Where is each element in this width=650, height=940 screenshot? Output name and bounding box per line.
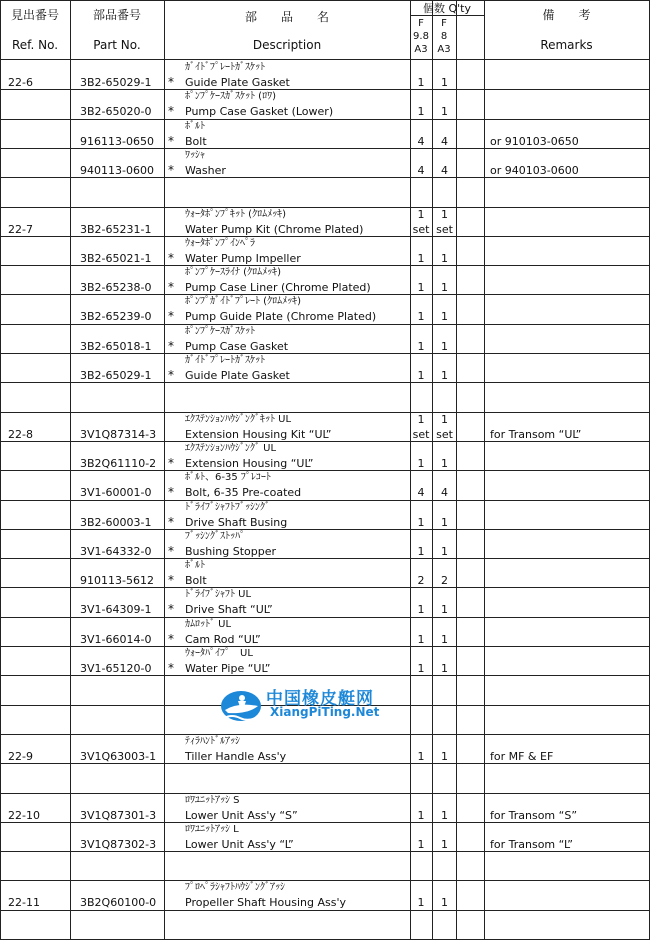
part-number: 3B2-60003-1: [80, 515, 152, 529]
remarks-header-ja: 備 考: [542, 8, 591, 22]
asterisk-marker: *: [168, 162, 174, 177]
description-ja: ﾛﾜﾕﾆｯﾄｱｯｼ L: [185, 823, 239, 835]
qty-col1: 1: [417, 837, 425, 851]
row-divider: [0, 207, 650, 208]
qty-col1: 1: [417, 105, 425, 119]
description-ja: ｶﾑﾛｯﾄﾞ UL: [185, 618, 232, 630]
qty-col2: 1: [441, 632, 448, 646]
description-en: Washer: [185, 163, 226, 177]
asterisk-marker: *: [168, 661, 174, 675]
part-number: 3V1-60001-0: [80, 486, 152, 500]
row-divider: [0, 617, 650, 618]
qty-col1: 2: [417, 574, 425, 588]
description-en: Water Pipe “UL”: [185, 662, 271, 675]
description-ja: ﾎﾞﾙﾄ: [185, 120, 205, 132]
qty-col2: 1: [441, 837, 448, 851]
ref-number: 22-11: [8, 896, 40, 910]
row-divider: [0, 851, 650, 852]
description-ja: ﾎﾟﾝﾌﾟｹｰｽﾗｲﾅ (ｸﾛﾑﾒｯｷ): [185, 267, 281, 279]
row-divider: [0, 382, 650, 383]
description-ja: ﾃｨﾗﾊﾝﾄﾞﾙｱｯｼ: [185, 735, 240, 747]
qty-col2: 1: [441, 281, 448, 295]
qty-col1: 1: [417, 662, 425, 675]
description-en: Pump Case Liner (Chrome Plated): [185, 281, 371, 295]
qty-col2: 1: [441, 515, 448, 529]
part-number: 3B2-65231-1: [80, 222, 152, 236]
description-en: Cam Rod “UL”: [185, 632, 261, 646]
row-divider: [0, 587, 650, 588]
qty-col2: 1: [441, 456, 448, 470]
qty-col2: 4: [441, 486, 448, 500]
watermark-en-text: XiangPiTing.Net: [270, 705, 380, 719]
row-divider: [0, 529, 650, 530]
description-en: Water Pump Kit (Chrome Plated): [185, 222, 364, 236]
row-divider: [0, 763, 650, 764]
description-ja: ﾜｯｼｬ: [185, 149, 205, 161]
row-divider: [0, 119, 650, 120]
desc-header-ja: 部 品 名: [244, 10, 329, 24]
watermark-cn-text: 中国橡皮艇网: [266, 689, 374, 709]
part-number: 3B2Q61110-2: [80, 456, 157, 470]
qty-col2: 1: [441, 339, 448, 353]
qty-col1: 1: [417, 281, 425, 295]
header-bottom-line: [0, 59, 650, 60]
asterisk-marker: *: [168, 250, 174, 265]
ref-number: 22-10: [8, 808, 40, 822]
qty-col1-line2: 9.8: [413, 31, 429, 42]
asterisk-marker: *: [168, 368, 174, 382]
row-divider: [0, 89, 650, 90]
description-ja: ｴｸｽﾃﾝｼｮﾝﾊｳｼﾞﾝｸﾞｷｯﾄ UL: [185, 413, 292, 425]
part-number: 3B2-65239-0: [80, 310, 152, 324]
qty-col1: 1: [417, 251, 425, 265]
asterisk-marker: *: [168, 75, 174, 89]
row-divider: [0, 148, 650, 149]
row-divider: [0, 412, 650, 413]
ref-number: 22-9: [8, 749, 33, 763]
asterisk-marker: *: [168, 543, 174, 558]
asterisk-marker: *: [168, 133, 174, 148]
header-top-line: [0, 0, 650, 1]
qty-col2-unit: set: [436, 222, 453, 236]
description-en: Tiller Handle Ass'y: [185, 749, 287, 763]
description-en: Bolt: [185, 134, 207, 148]
ref-number: 22-6: [8, 76, 33, 89]
part-number: 910113-5612: [80, 574, 154, 588]
qty-col1: 1: [417, 207, 425, 221]
part-number: 3V1-65120-0: [80, 662, 152, 675]
qty-col2: 1: [441, 896, 448, 910]
asterisk-marker: *: [168, 280, 174, 295]
asterisk-marker: *: [168, 455, 174, 470]
part-number: 3V1Q87301-3: [80, 808, 157, 822]
description-ja: ｳｫｰﾀﾊﾟｲﾌﾟ UL: [185, 648, 253, 659]
qty-col2-line2: 8: [440, 31, 448, 42]
qty-col1: 1: [417, 749, 425, 763]
description-ja: ｴｸｽﾃﾝｼｮﾝﾊｳｼﾞﾝｸﾞ UL: [185, 442, 277, 454]
description-ja: ﾎﾞﾙﾄ: [185, 560, 205, 572]
part-number: 3V1-64332-0: [80, 544, 152, 558]
desc-header-en: Description: [252, 38, 322, 52]
description-en: Extension Housing “UL”: [185, 456, 314, 470]
part-number: 3V1-66014-0: [80, 632, 152, 646]
qty-col2: 1: [441, 251, 448, 265]
description-ja: ﾎﾟﾝﾌﾟｶﾞｲﾄﾞﾌﾟﾚｰﾄ (ｸﾛﾑﾒｯｷ): [185, 296, 301, 308]
description-en: Drive Shaft Busing: [185, 515, 288, 529]
description-ja: ｶﾞｲﾄﾞﾌﾟﾚｰﾄｶﾞｽｹｯﾄ: [185, 355, 265, 366]
asterisk-marker: *: [168, 573, 174, 588]
qty-col2: 1: [441, 808, 448, 822]
row-divider: [0, 793, 650, 794]
part-header-ja: 部品番号: [92, 8, 141, 22]
description-en: Guide Plate Gasket: [185, 76, 290, 89]
asterisk-marker: *: [168, 309, 174, 324]
description-en: Guide Plate Gasket: [185, 369, 290, 382]
qty-col2: 1: [441, 749, 448, 763]
part-number: 3B2-65029-1: [80, 76, 152, 89]
description-ja: ﾎﾞﾙﾄ、6-35 ﾌﾟﾚｺｰﾄ: [185, 472, 271, 484]
part-number: 3B2-65029-1: [80, 369, 152, 382]
qty-col2: 4: [441, 134, 448, 148]
qty-col2-line1: F: [441, 18, 447, 29]
description-en: Propeller Shaft Housing Ass'y: [185, 896, 347, 910]
part-number: 940113-0600: [80, 163, 154, 177]
qty-col1: 1: [417, 544, 425, 558]
asterisk-marker: *: [168, 514, 174, 529]
part-number: 3B2-65018-1: [80, 339, 152, 353]
qty-col1: 4: [417, 486, 425, 500]
qty-col1: 1: [417, 603, 425, 617]
remarks: for Transom “L”: [490, 837, 573, 851]
qty-col2: 1: [441, 105, 448, 119]
qty-header: 個数 Q'ty: [422, 2, 471, 15]
asterisk-marker: *: [168, 631, 174, 646]
part-number: 3B2-65238-0: [80, 281, 152, 295]
part-number: 3B2-65020-0: [80, 105, 152, 119]
row-divider: [0, 880, 650, 881]
qty-col1: 4: [417, 163, 425, 177]
qty-col1: 1: [417, 632, 425, 646]
description-ja: ﾄﾞﾗｲﾌﾞｼｬﾌﾄ UL: [185, 589, 252, 601]
asterisk-marker: *: [168, 338, 174, 353]
part-number: 3V1Q63003-1: [80, 749, 157, 763]
row-divider: [0, 177, 650, 178]
row-divider: [0, 558, 650, 559]
row-divider: [0, 353, 650, 354]
part-header-en: Part No.: [93, 38, 141, 52]
remarks: for Transom “UL”: [490, 427, 582, 441]
qty-col1: 1: [417, 456, 425, 470]
description-ja: ﾄﾞﾗｲﾌﾞｼｬﾌﾄﾌﾞｯｼﾝｸﾞ: [185, 501, 270, 513]
description-ja: ﾌﾞｯｼﾝｸﾞｽﾄｯﾊﾟ: [185, 530, 245, 542]
qty-col2: 4: [441, 163, 448, 177]
remarks: or 940103-0600: [490, 163, 579, 177]
qty-col2: 2: [441, 574, 448, 588]
qty-col1: 4: [417, 134, 425, 148]
row-divider: [0, 910, 650, 911]
qty-col2: 1: [441, 662, 448, 675]
qty-col2: 1: [441, 76, 448, 89]
qty-col1: 1: [417, 369, 425, 382]
qty-col1: 1: [417, 339, 425, 353]
description-ja: ｳｫｰﾀﾎﾟﾝﾌﾟｷｯﾄ (ｸﾛﾑﾒｯｷ): [185, 208, 286, 220]
part-number: 3B2-65021-1: [80, 251, 152, 265]
row-divider: [0, 324, 650, 325]
qty-col1-unit: set: [412, 427, 430, 441]
ref-header-ja: 見出番号: [10, 8, 59, 22]
description-ja: ﾎﾟﾝﾌﾟｹｰｽｶﾞｽｹｯﾄ: [185, 325, 255, 337]
row-divider: [0, 294, 650, 295]
qty-col2: 1: [441, 207, 448, 221]
boat-logo-icon: [218, 682, 264, 724]
qty-col1-unit: set: [412, 222, 430, 236]
qty-col1: 1: [417, 808, 425, 822]
ref-number: 22-8: [8, 427, 33, 441]
qty-col2: 1: [441, 412, 448, 426]
asterisk-marker: *: [168, 485, 174, 500]
part-number: 3B2Q60100-0: [80, 896, 157, 910]
qty-col2: 1: [441, 603, 448, 617]
description-ja: ﾎﾟﾝﾌﾟｹｰｽｶﾞｽｹｯﾄ (ﾛﾜ): [185, 91, 276, 103]
remarks: for MF & EF: [490, 749, 554, 763]
qty-col1-line1: F: [418, 18, 424, 29]
description-ja: ｳｫｰﾀﾎﾟﾝﾌﾟｲﾝﾍﾟﾗ: [185, 237, 255, 249]
part-number: 916113-0650: [80, 134, 154, 148]
row-divider: [0, 646, 650, 647]
description-en: Water Pump Impeller: [185, 251, 301, 265]
row-divider: [0, 734, 650, 735]
qty-col2: 1: [441, 544, 448, 558]
part-number: 3V1Q87302-3: [80, 837, 157, 851]
description-en: Bolt, 6-35 Pre-coated: [185, 486, 302, 500]
description-en: Lower Unit Ass'y “S”: [185, 808, 298, 822]
remarks-header-en: Remarks: [540, 38, 593, 52]
row-divider: [0, 500, 650, 501]
qty-col1: 1: [417, 896, 425, 910]
ref-header-en: Ref. No.: [11, 38, 59, 52]
row-divider: [0, 822, 650, 823]
description-ja: ﾌﾟﾛﾍﾟﾗｼｬﾌﾄﾊｳｼﾞﾝｸﾞｱｯｼ: [185, 882, 285, 894]
row-divider: [0, 265, 650, 266]
qty-header-divider: [410, 15, 484, 16]
description-en: Bolt: [185, 574, 207, 588]
remarks: or 910103-0650: [490, 134, 579, 148]
asterisk-marker: *: [168, 104, 174, 119]
qty-col1: 1: [417, 515, 425, 529]
description-en: Extension Housing Kit “UL”: [185, 427, 332, 441]
description-en: Lower Unit Ass'y “L”: [185, 837, 294, 851]
ref-number: 22-7: [8, 222, 33, 236]
part-number: 3V1-64309-1: [80, 603, 152, 617]
row-divider: [0, 470, 650, 471]
description-ja: ﾛﾜﾕﾆｯﾄｱｯｼ S: [185, 794, 240, 806]
qty-col1: 1: [417, 412, 425, 426]
qty-col1-line3: A3: [414, 44, 428, 55]
asterisk-marker: *: [168, 602, 174, 617]
description-en: Bushing Stopper: [185, 544, 277, 558]
description-en: Pump Guide Plate (Chrome Plated): [185, 310, 377, 324]
qty-col2: 1: [441, 310, 448, 324]
qty-col1: 1: [417, 76, 425, 89]
description-en: Pump Case Gasket (Lower): [185, 105, 334, 119]
row-divider: [0, 675, 650, 676]
part-number: 3V1Q87314-3: [80, 427, 157, 441]
row-divider: [0, 236, 650, 237]
description-en: Pump Case Gasket: [185, 339, 289, 353]
qty-col2-line3: A3: [437, 44, 451, 55]
qty-col2: 1: [441, 369, 448, 382]
watermark: [218, 682, 418, 724]
row-divider: [0, 441, 650, 442]
remarks: for Transom “S”: [490, 808, 578, 822]
description-ja: ｶﾞｲﾄﾞﾌﾟﾚｰﾄｶﾞｽｹｯﾄ: [185, 62, 265, 73]
qty-col2-unit: set: [436, 427, 453, 441]
description-en: Drive Shaft “UL”: [185, 603, 273, 617]
qty-col1: 1: [417, 310, 425, 324]
